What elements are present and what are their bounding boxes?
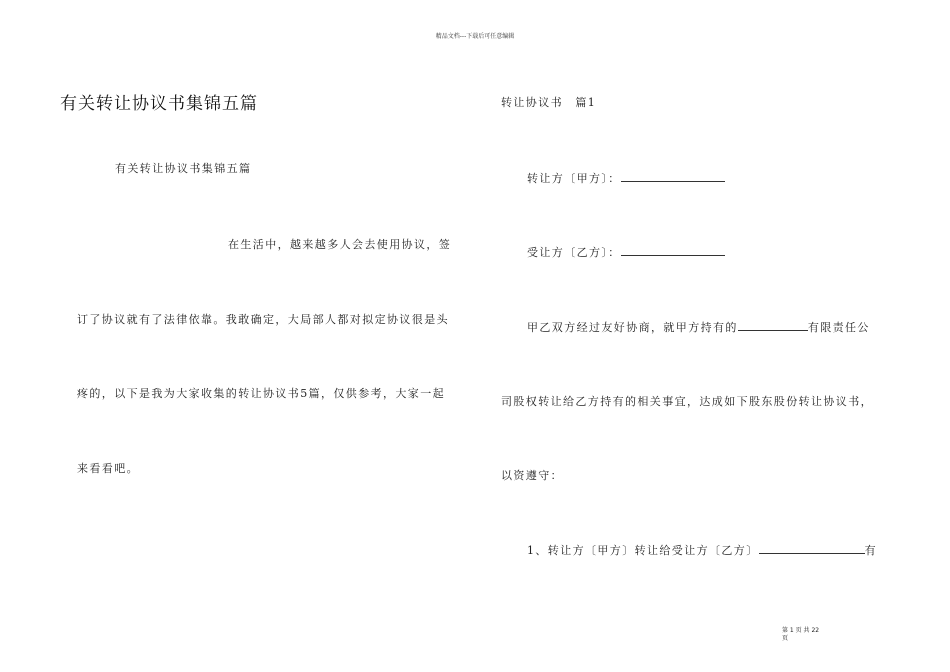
transferor-blank: [621, 171, 725, 182]
body-text: 有限责任公: [807, 321, 870, 334]
paragraph-line: 在生活中，越来越多人会去使用协议，签: [228, 238, 452, 251]
agreement-heading: 转让协议书 篇1: [501, 96, 597, 109]
company-blank: [738, 320, 808, 331]
page-number-line: 第 1 页 共 22: [782, 627, 820, 634]
body-text: 甲乙双方经过友好协商，就甲方持有的: [527, 321, 738, 334]
clause-text: 1、转让方〔甲方〕转让给受让方〔乙方〕: [527, 544, 759, 557]
paragraph-line: 来看看吧。: [77, 462, 139, 475]
document-title: 有关转让协议书集锦五篇: [60, 94, 258, 114]
transferee-label: 受让方〔乙方〕：: [527, 246, 621, 259]
body-line: 司股权转让给乙方持有的相关事宜，达成如下股东股份转让协议书，: [501, 395, 873, 408]
clause-line: [527, 542, 877, 558]
body-line: [527, 319, 870, 335]
page-number-line: 页: [782, 635, 789, 642]
transferee-blank: [621, 245, 725, 256]
body-line: 以资遵守：: [501, 469, 563, 482]
transferor-row: [527, 170, 725, 186]
page-number: [782, 627, 832, 643]
clause-text: 有: [864, 544, 878, 557]
paragraph-line: 订了协议就有了法律依靠。我敢确定，大局部人都对拟定协议很是头: [77, 313, 449, 326]
paragraph-line: 疼的，以下是我为大家收集的转让协议书5篇，仅供参考，大家一起: [77, 387, 445, 400]
transferee-row: [527, 244, 725, 260]
header-note: 精品文档---下载后可任意编辑: [435, 33, 515, 40]
section-subtitle: 有关转让协议书集锦五篇: [115, 162, 252, 175]
transferor-label: 转让方〔甲方〕：: [527, 172, 621, 185]
clause-blank: [759, 543, 865, 554]
